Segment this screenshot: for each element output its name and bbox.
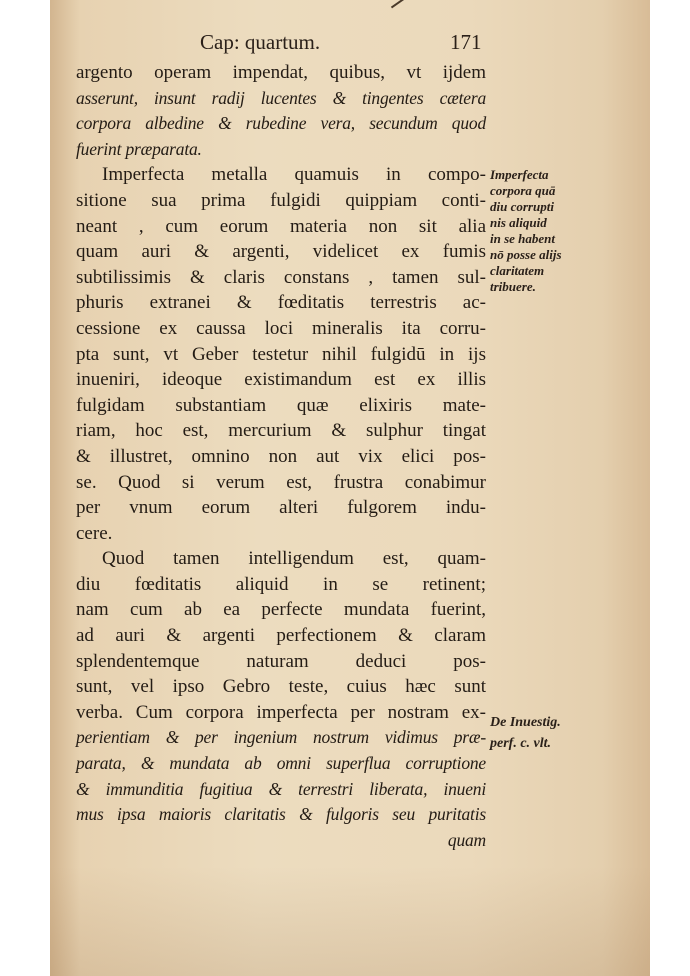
text-line: splendentemque naturam deduci pos-: [76, 650, 486, 672]
marginal-note-line: perf. c. vlt.: [490, 736, 552, 751]
text-line: nam cum ab ea perfecte mundata fuerint,: [76, 599, 486, 621]
marginal-note-line: nis aliquid: [490, 215, 547, 230]
text-line: corpora albedine & rubedine vera, secundum quod: [76, 113, 486, 134]
ink-mark: [391, 0, 405, 8]
page-number: 171: [450, 30, 482, 54]
text-line: & immunditia fugitiua & terrestri liberata, inueni: [76, 778, 486, 799]
text-line: argento operam impendat, quibus, vt ijdem: [76, 62, 486, 83]
text-line: se. Quod si verum est, frustra conabimur: [76, 471, 486, 493]
text-line: neant , cum eorum materia non sit alia: [76, 215, 486, 237]
book-page: [50, 0, 650, 976]
text-line: verba. Cum corpora imperfecta per nostram ex-: [76, 701, 486, 723]
marginal-note-line: tribuere.: [490, 279, 536, 294]
marginal-note-line: nō posse alijs: [490, 247, 562, 262]
text-line: subtilissimis & claris constans , tamen sul-: [76, 266, 486, 288]
text-line: ad auri & argenti perfectionem & claram: [76, 625, 486, 647]
text-line: pta sunt, vt Geber testetur nihil fulgidū in ijs: [76, 343, 486, 365]
catchword: quam: [447, 829, 486, 850]
running-head: Cap: quartum.: [200, 30, 321, 54]
marginal-note-line: Imperfecta: [490, 167, 549, 182]
text-line: riam, hoc est, mercurium & sulphur tingat: [76, 420, 486, 442]
text-line: perientiam & per ingenium nostrum vidimus præ-: [76, 727, 486, 748]
text-line: quam auri & argenti, videlicet ex fumis: [76, 241, 486, 263]
text-line: asserunt, insunt radij lucentes & tingentes cætera: [76, 87, 486, 108]
text-line: inueniri, ideoque existimandum est ex illis: [76, 369, 486, 391]
main-text: [76, 60, 486, 853]
text-line: Imperfecta metalla quamuis in compo-: [102, 164, 486, 186]
text-line: Quod tamen intelligendum est, quam-: [102, 548, 486, 570]
text-line: sitione sua prima fulgidi quippiam conti-: [76, 189, 486, 211]
text-line: cessione ex caussa loci mineralis ita corru-: [76, 317, 486, 339]
marginal-note-line: diu corrupti: [490, 199, 554, 214]
text-line: phuris extranei & fœditatis terrestris ac-: [76, 292, 486, 314]
marginal-note-line: claritatem: [490, 263, 545, 278]
text-line: mus ipsa maioris claritatis & fulgoris seu puritatis: [76, 804, 486, 825]
marginal-note-line: corpora quā: [490, 183, 556, 198]
text-line: parata, & mundata ab omni superflua corruptione: [76, 753, 486, 774]
text-line: fuerint præparata.: [76, 138, 202, 159]
text-line: diu fœditatis aliquid in se retinent;: [76, 573, 486, 595]
text-line: per vnum eorum alteri fulgorem indu-: [76, 497, 486, 519]
marginal-note-line: De Inuestig.: [490, 715, 561, 730]
text-line: & illustret, omnino non aut vix elici pos-: [76, 445, 486, 467]
marginal-note: [490, 167, 562, 295]
marginal-note-line: in se habent: [490, 231, 556, 246]
marginal-reference: [490, 712, 561, 754]
text-line: fulgidam substantiam quæ elixiris mate-: [76, 394, 486, 416]
text-line: cere.: [76, 522, 113, 544]
text-line: sunt, vel ipso Gebro teste, cuius hæc sunt: [76, 676, 486, 698]
